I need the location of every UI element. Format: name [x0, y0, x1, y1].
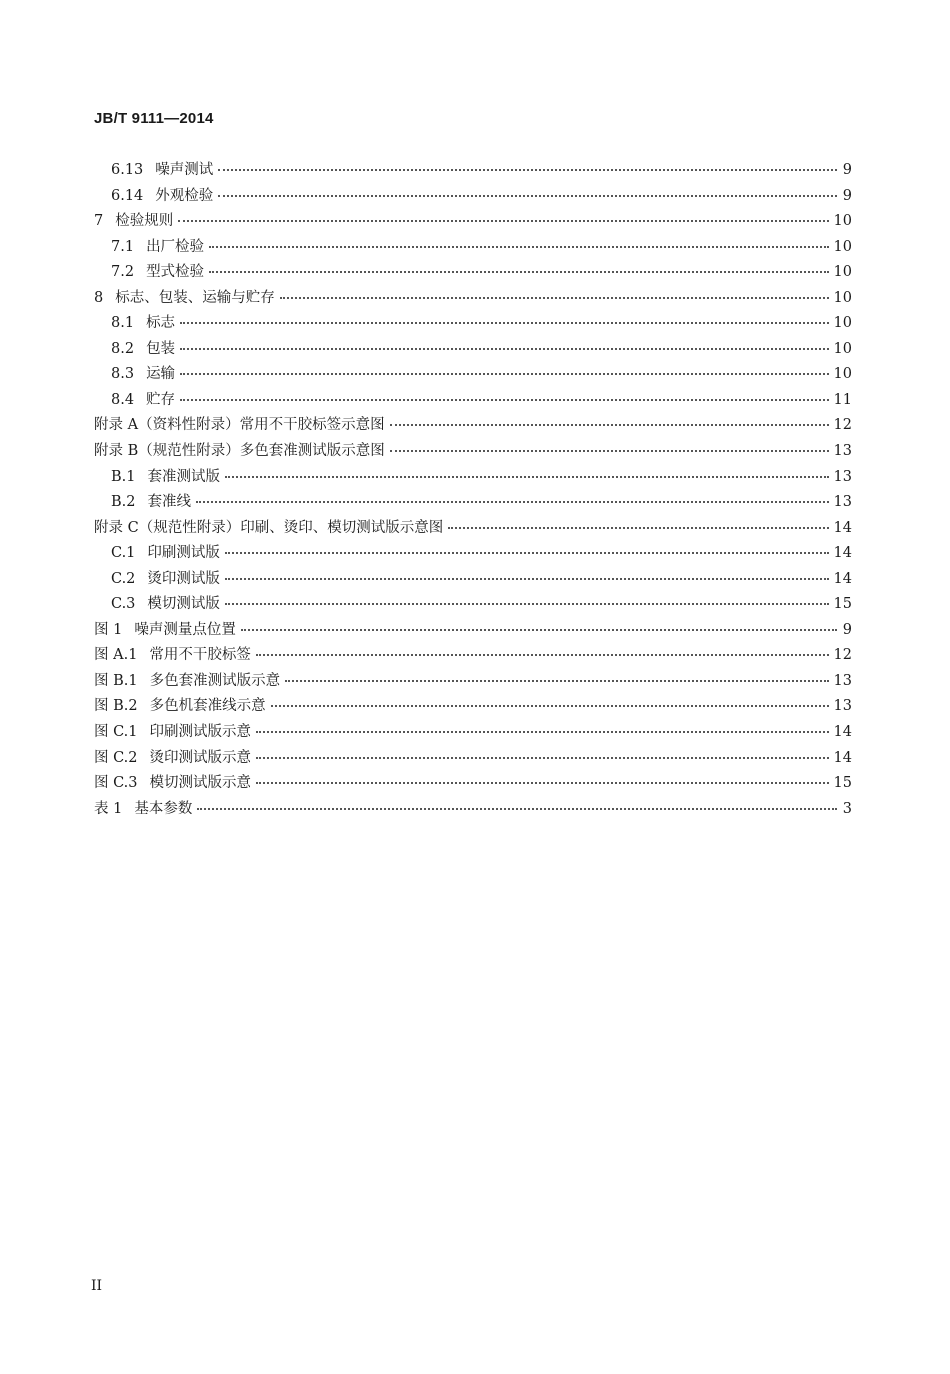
toc-entry-page: 14 [833, 545, 852, 562]
toc-dot-leader [225, 475, 829, 478]
toc-entry-page: 3 [842, 800, 852, 817]
toc-entry[interactable] [94, 439, 852, 465]
toc-entry-title: 套准测试版 [147, 468, 220, 485]
toc-entry[interactable] [94, 209, 852, 235]
toc-dot-leader [256, 730, 829, 733]
toc-entry-title: 出厂检验 [146, 238, 205, 255]
toc-entry[interactable] [94, 413, 852, 439]
toc-entry-page: 14 [833, 570, 852, 587]
toc-dot-leader [218, 168, 837, 171]
toc-dot-leader [280, 296, 829, 299]
toc-entry-number: 8.2 [111, 340, 135, 357]
toc-entry[interactable] [94, 771, 852, 797]
toc-entry[interactable] [94, 465, 852, 491]
toc-entry-page: 10 [833, 238, 852, 255]
toc-dot-leader [180, 398, 828, 401]
toc-entry[interactable] [94, 362, 852, 388]
toc-dot-leader [390, 423, 829, 426]
toc-entry-page: 10 [833, 213, 852, 230]
toc-entry-title: 型式检验 [146, 264, 205, 281]
toc-dot-leader [196, 500, 829, 503]
toc-dot-leader [209, 270, 828, 273]
toc-dot-leader [180, 321, 828, 324]
page-number: II [91, 1278, 103, 1294]
toc-entry-number: 8.3 [111, 366, 135, 383]
toc-dot-leader [271, 704, 829, 707]
toc-dot-leader [225, 602, 829, 605]
toc-entry-title: 附录 B（规范性附录）多色套准测试版示意图 [94, 443, 385, 460]
toc-entry[interactable] [94, 720, 852, 746]
toc-entry-number: 8.1 [111, 315, 135, 332]
toc-entry-title: 运输 [146, 366, 176, 383]
toc-entry-page: 12 [833, 417, 852, 434]
toc-dot-leader [209, 245, 828, 248]
toc-entry-number: 图 C.3 [94, 775, 138, 792]
toc-entry-page: 10 [833, 366, 852, 383]
toc-dot-leader [241, 628, 837, 631]
toc-entry-title: 噪声测试 [155, 162, 214, 178]
toc-entry-number: C.2 [111, 570, 136, 587]
toc-entry-page: 10 [833, 340, 852, 357]
toc-dot-leader [256, 653, 829, 656]
toc-entry-page: 14 [833, 519, 852, 536]
toc-entry-title: 烫印测试版示意 [149, 749, 252, 766]
toc-entry[interactable] [94, 388, 852, 414]
toc-entry-title: 外观检验 [155, 187, 214, 204]
toc-entry-number: C.1 [111, 545, 136, 562]
toc-entry-number: C.3 [111, 596, 136, 613]
toc-dot-leader [180, 372, 828, 375]
toc-entry-title: 多色套准测试版示意 [149, 672, 281, 689]
toc-entry-page: 10 [833, 264, 852, 281]
toc-entry-title: 附录 A（资料性附录）常用不干胶标签示意图 [94, 417, 385, 434]
toc-entry-number: 6.13 [111, 162, 144, 178]
toc-entry-number: 7 [94, 213, 104, 230]
toc-dot-leader [197, 807, 837, 810]
toc-dot-leader [225, 551, 829, 554]
toc-entry-title: 标志、包装、运输与贮存 [115, 289, 275, 306]
toc-entry[interactable] [94, 260, 852, 286]
toc-entry[interactable] [94, 567, 852, 593]
toc-entry-page: 14 [833, 749, 852, 766]
toc-dot-leader [256, 781, 829, 784]
toc-entry-number: 表 1 [94, 800, 123, 817]
toc-entry-number: 7.2 [111, 264, 135, 281]
toc-entry-page: 11 [833, 391, 852, 408]
toc-entry-title: 基本参数 [134, 800, 193, 817]
toc-entry[interactable] [94, 516, 852, 542]
toc-entry-title: 噪声测量点位置 [134, 621, 236, 638]
toc-entry[interactable] [94, 643, 852, 669]
toc-entry[interactable] [94, 311, 852, 337]
toc-entry[interactable] [94, 337, 852, 363]
toc-entry-page: 9 [842, 162, 852, 178]
toc-entry-number: B.1 [111, 468, 136, 485]
toc-entry-title: 烫印测试版 [147, 570, 220, 587]
toc-entry-page: 15 [833, 596, 852, 613]
toc-dot-leader [225, 577, 829, 580]
toc-entry-page: 10 [833, 289, 852, 306]
table-of-contents [94, 158, 852, 822]
toc-entry-number: 8 [94, 289, 104, 306]
toc-entry-number: 图 A.1 [94, 647, 138, 664]
toc-entry-number: 图 C.2 [94, 749, 138, 766]
toc-entry[interactable] [94, 490, 852, 516]
toc-entry-page: 9 [842, 187, 852, 204]
toc-entry-page: 13 [833, 443, 852, 460]
toc-dot-leader [256, 756, 829, 759]
toc-entry-page: 10 [833, 315, 852, 332]
toc-entry-page: 13 [833, 698, 852, 715]
toc-entry[interactable] [94, 286, 852, 312]
toc-dot-leader [178, 219, 828, 222]
toc-entry-title: 包装 [146, 340, 176, 357]
toc-entry-number: 8.4 [111, 391, 135, 408]
toc-entry[interactable] [94, 184, 852, 210]
toc-entry-title: 模切测试版示意 [149, 775, 252, 792]
toc-entry-number: B.2 [111, 494, 136, 511]
toc-entry-number: 图 1 [94, 621, 123, 638]
toc-entry-number: 图 B.1 [94, 672, 138, 689]
toc-entry-title: 贮存 [146, 391, 176, 408]
toc-entry[interactable] [94, 797, 852, 823]
toc-dot-leader [285, 679, 828, 682]
toc-entry-page: 9 [842, 621, 852, 638]
toc-entry-title: 套准线 [147, 494, 191, 511]
toc-entry-title: 多色机套准线示意 [149, 698, 266, 715]
toc-entry-page: 15 [833, 775, 852, 792]
toc-entry-page: 12 [833, 647, 852, 664]
toc-dot-leader [390, 449, 829, 452]
toc-entry[interactable] [94, 541, 852, 567]
toc-entry-page: 13 [833, 672, 852, 689]
toc-entry-number: 7.1 [111, 238, 135, 255]
toc-entry-title: 印刷测试版示意 [149, 724, 252, 741]
toc-entry-page: 14 [833, 724, 852, 741]
toc-entry-title: 常用不干胶标签 [149, 647, 251, 664]
toc-dot-leader [448, 526, 828, 529]
toc-entry-page: 13 [833, 468, 852, 485]
toc-entry[interactable] [94, 158, 852, 184]
toc-entry[interactable] [94, 669, 852, 695]
toc-dot-leader [180, 347, 828, 350]
toc-entry[interactable] [94, 618, 852, 644]
toc-entry-title: 检验规则 [115, 213, 174, 230]
toc-entry[interactable] [94, 235, 852, 261]
toc-entry-page: 13 [833, 494, 852, 511]
toc-dot-leader [218, 194, 837, 197]
toc-entry[interactable] [94, 694, 852, 720]
toc-entry-title: 附录 C（规范性附录）印刷、烫印、模切测试版示意图 [94, 519, 444, 536]
toc-entry[interactable] [94, 746, 852, 772]
toc-entry-number: 图 B.2 [94, 698, 138, 715]
standard-code-header: JB/T 9111—2014 [94, 110, 214, 127]
toc-entry-number: 图 C.1 [94, 724, 138, 741]
toc-entry[interactable] [94, 592, 852, 618]
toc-entry-title: 印刷测试版 [147, 545, 220, 562]
toc-entry-title: 标志 [146, 315, 176, 332]
toc-entry-number: 6.14 [111, 187, 144, 204]
toc-entry-title: 模切测试版 [147, 596, 220, 613]
